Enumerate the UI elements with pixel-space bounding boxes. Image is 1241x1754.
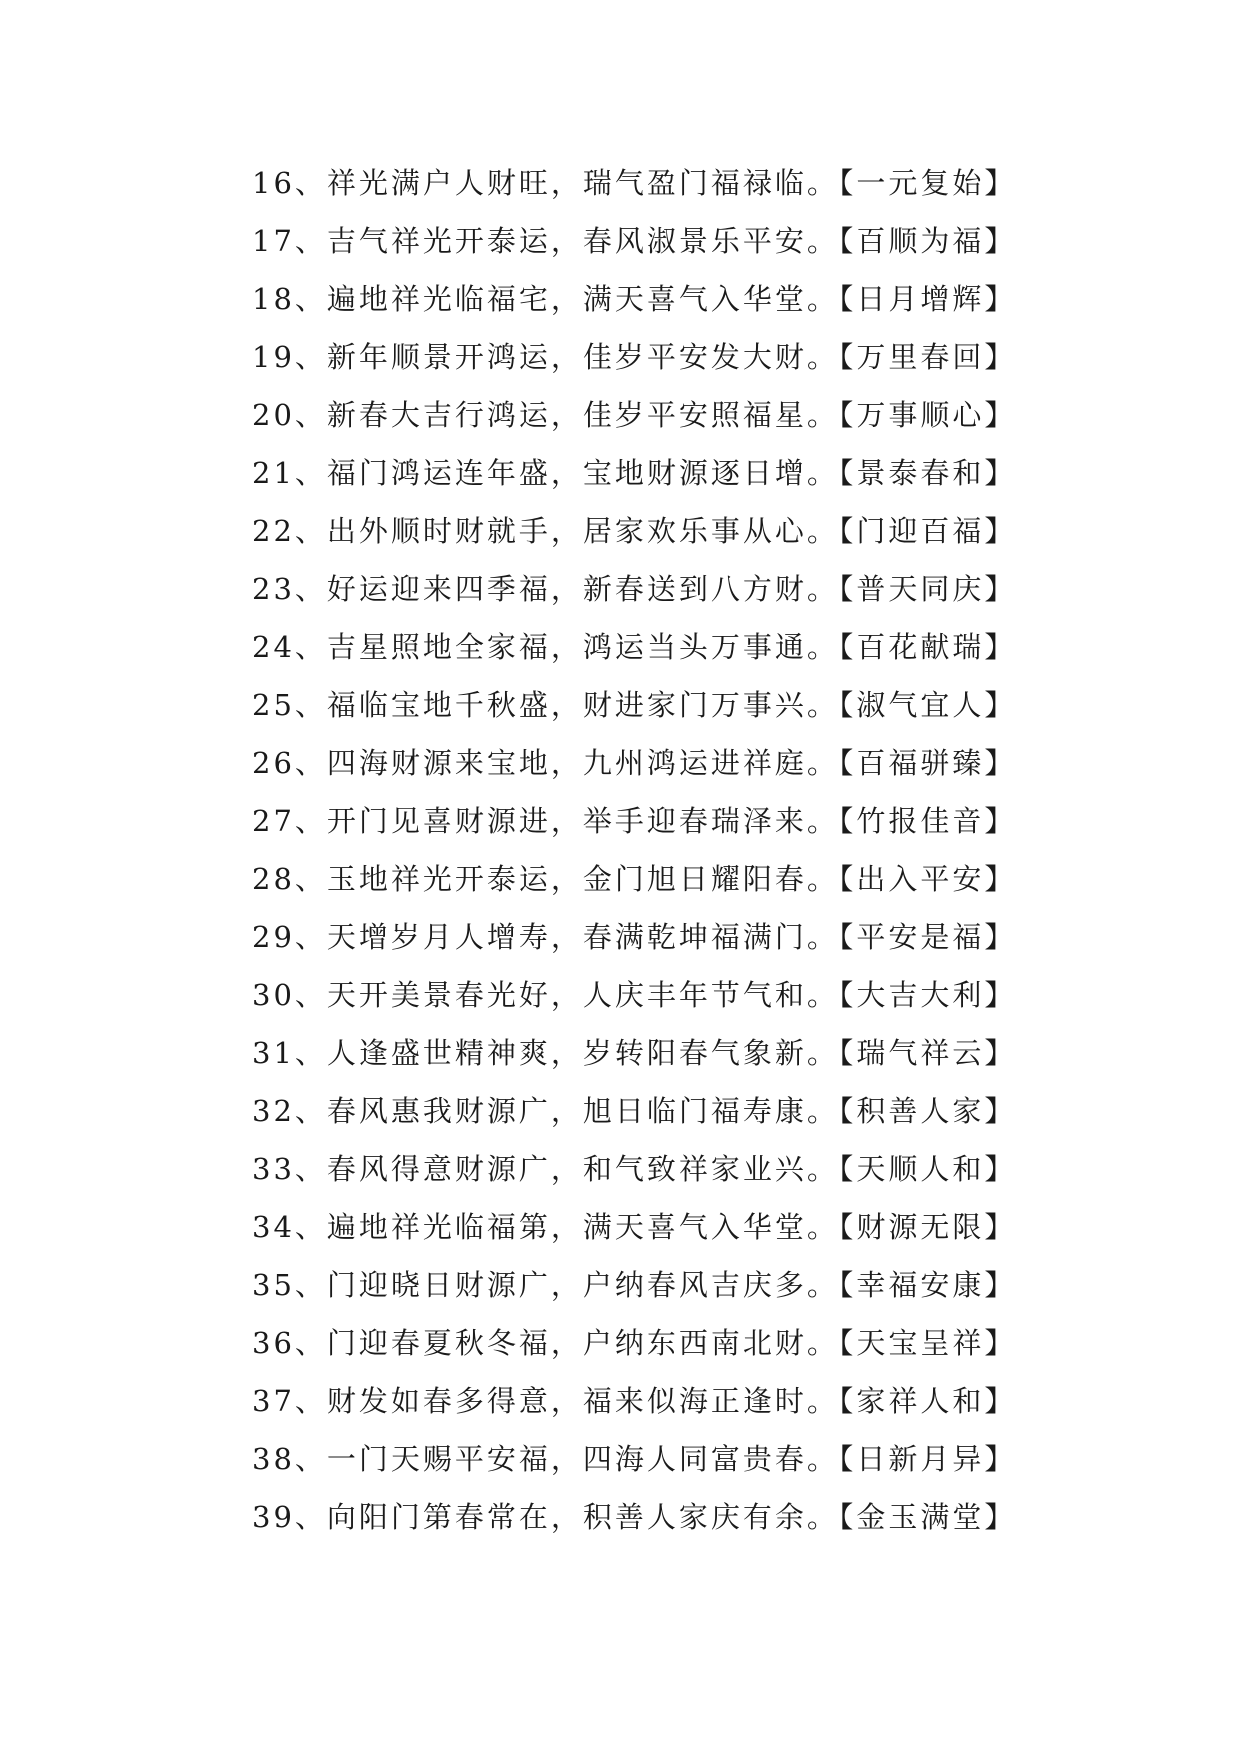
couplet-line: 22、出外顺时财就手，居家欢乐事从心。【门迎百福】	[252, 514, 1017, 548]
couplet-line: 19、新年顺景开鸿运，佳岁平安发大财。【万里春回】	[252, 340, 1017, 374]
couplet-line: 39、向阳门第春常在，积善人家庆有余。【金玉满堂】	[252, 1500, 1017, 1534]
couplet-line: 27、开门见喜财源进，举手迎春瑞泽来。【竹报佳音】	[252, 804, 1017, 838]
couplet-line: 32、春风惠我财源广，旭日临门福寿康。【积善人家】	[252, 1094, 1017, 1128]
couplet-line: 38、一门天赐平安福，四海人同富贵春。【日新月异】	[252, 1442, 1017, 1476]
couplet-line: 31、人逢盛世精神爽，岁转阳春气象新。【瑞气祥云】	[252, 1036, 1017, 1070]
couplet-list	[252, 154, 1032, 1546]
couplet-line: 25、福临宝地千秋盛，财进家门万事兴。【淑气宜人】	[252, 688, 1017, 722]
couplet-line: 37、财发如春多得意，福来似海正逢时。【家祥人和】	[252, 1384, 1017, 1418]
couplet-line: 35、门迎晓日财源广，户纳春风吉庆多。【幸福安康】	[252, 1268, 1017, 1302]
couplet-line: 28、玉地祥光开泰运，金门旭日耀阳春。【出入平安】	[252, 862, 1017, 896]
couplet-line: 34、遍地祥光临福第，满天喜气入华堂。【财源无限】	[252, 1210, 1017, 1244]
couplet-line: 17、吉气祥光开泰运，春风淑景乐平安。【百顺为福】	[252, 224, 1017, 258]
couplet-line: 21、福门鸿运连年盛，宝地财源逐日增。【景泰春和】	[252, 456, 1017, 490]
couplet-line: 30、天开美景春光好，人庆丰年节气和。【大吉大利】	[252, 978, 1017, 1012]
couplet-line: 16、祥光满户人财旺，瑞气盈门福禄临。【一元复始】	[252, 166, 1017, 200]
couplet-line: 18、遍地祥光临福宅，满天喜气入华堂。【日月增辉】	[252, 282, 1017, 316]
couplet-line: 24、吉星照地全家福，鸿运当头万事通。【百花献瑞】	[252, 630, 1017, 664]
couplet-line: 20、新春大吉行鸿运，佳岁平安照福星。【万事顺心】	[252, 398, 1017, 432]
couplet-line: 29、天增岁月人增寿，春满乾坤福满门。【平安是福】	[252, 920, 1017, 954]
couplet-line: 33、春风得意财源广，和气致祥家业兴。【天顺人和】	[252, 1152, 1017, 1186]
couplet-line: 36、门迎春夏秋冬福，户纳东西南北财。【天宝呈祥】	[252, 1326, 1017, 1360]
couplet-line: 26、四海财源来宝地，九州鸿运进祥庭。【百福骈臻】	[252, 746, 1017, 780]
couplet-line: 23、好运迎来四季福，新春送到八方财。【普天同庆】	[252, 572, 1017, 606]
